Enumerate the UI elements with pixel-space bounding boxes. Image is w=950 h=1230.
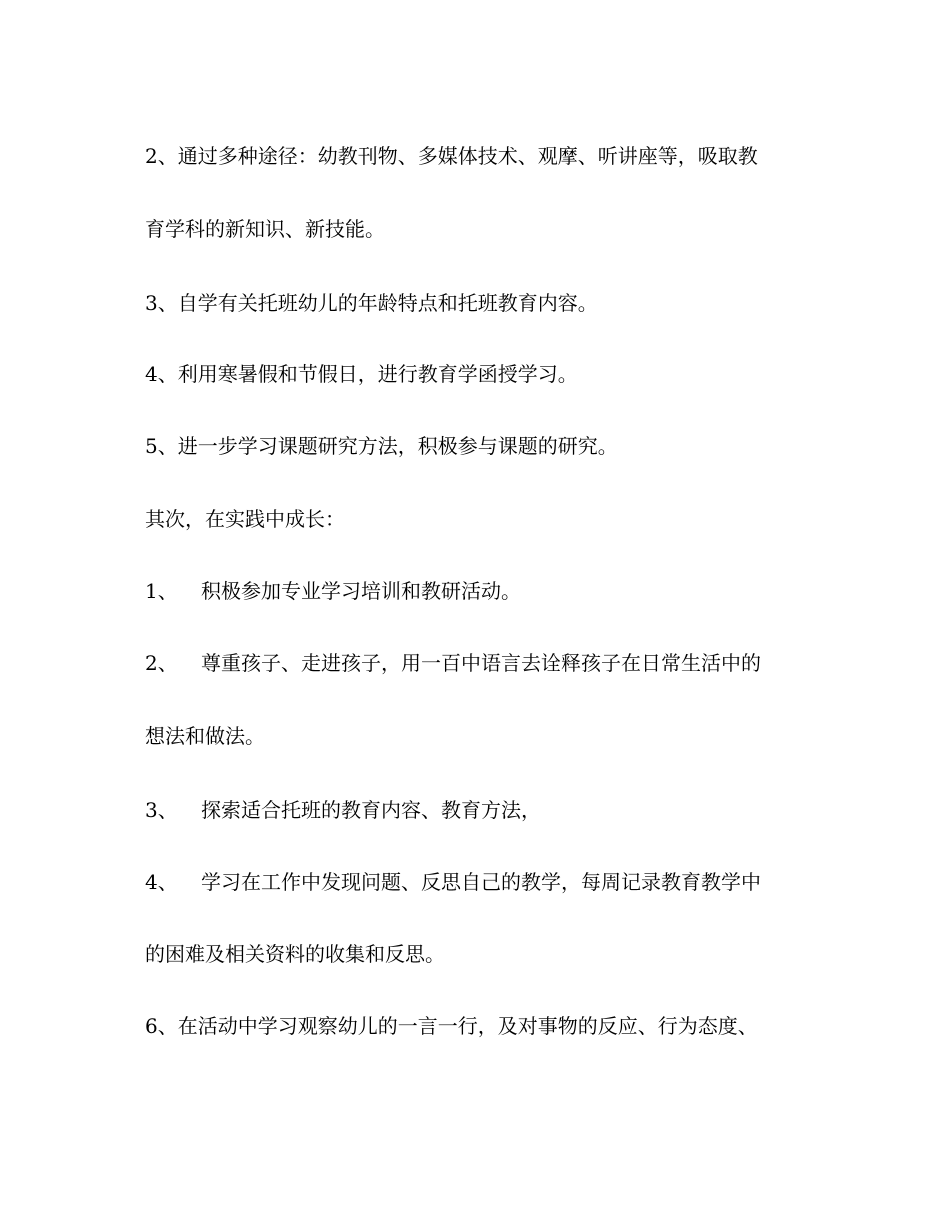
paragraph-line xyxy=(145,1011,758,1041)
paragraph-line xyxy=(145,721,265,751)
line-text: 6、在活动中学习观察幼儿的一言一行，及对事物的反应、行为态度、 xyxy=(145,1014,758,1038)
paragraph-line xyxy=(145,359,578,389)
line-text: 的困难及相关资料的收集和反思。 xyxy=(145,942,445,966)
list-item xyxy=(145,795,541,825)
paragraph-line xyxy=(145,214,385,244)
list-number: 2、 xyxy=(145,651,178,675)
line-text: 学习在工作中发现问题、反思自己的教学，每周记录教育教学中 xyxy=(201,870,761,894)
line-text: 探索适合托班的教育内容、教育方法， xyxy=(201,798,541,822)
line-text: 5、进一步学习课题研究方法，积极参与课题的研究。 xyxy=(145,434,618,458)
list-item xyxy=(145,648,761,678)
list-item xyxy=(145,867,761,897)
line-text: 育学科的新知识、新技能。 xyxy=(145,217,385,241)
line-text: 想法和做法。 xyxy=(145,724,265,748)
paragraph-line xyxy=(145,288,598,318)
paragraph-line xyxy=(145,939,445,969)
list-number: 3、 xyxy=(145,798,178,822)
paragraph-line xyxy=(145,141,758,171)
paragraph-line xyxy=(145,431,618,461)
line-text: 4、利用寒暑假和节假日，进行教育学函授学习。 xyxy=(145,362,578,386)
line-text: 2、通过多种途径：幼教刊物、多媒体技术、观摩、听讲座等，吸取教 xyxy=(145,144,758,168)
line-text: 其次，在实践中成长： xyxy=(145,507,345,531)
section-heading xyxy=(145,504,345,534)
line-text: 尊重孩子、走进孩子，用一百中语言去诠释孩子在日常生活中的 xyxy=(201,651,761,675)
list-number: 1、 xyxy=(145,579,178,603)
line-text: 3、自学有关托班幼儿的年龄特点和托班教育内容。 xyxy=(145,291,598,315)
list-item xyxy=(145,576,521,606)
list-number: 4、 xyxy=(145,870,178,894)
line-text: 积极参加专业学习培训和教研活动。 xyxy=(201,579,521,603)
